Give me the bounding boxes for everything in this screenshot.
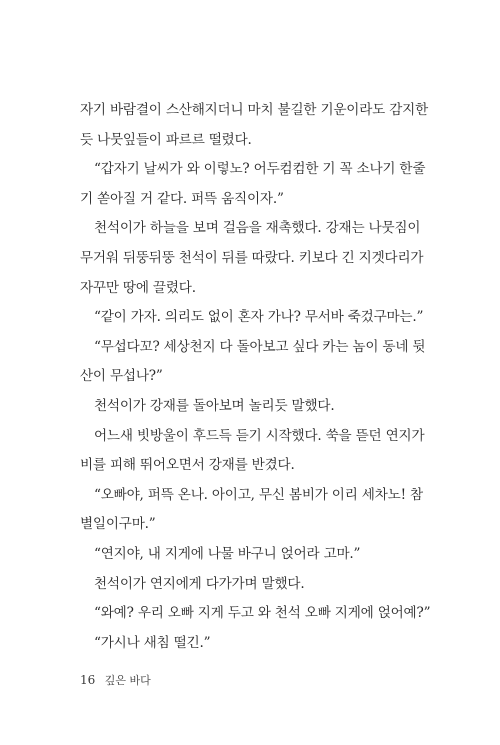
text-line: 산이 무섭나?” xyxy=(80,368,163,385)
body-text xyxy=(80,96,445,658)
text-line: 어느새 빗방울이 후드득 듣기 시작했다. 쑥을 뜯던 연지가 xyxy=(94,427,425,444)
text-line: 천석이가 강재를 돌아보며 놀리듯 말했다. xyxy=(94,397,335,414)
text-line: 천석이가 연지에게 다가가며 말했다. xyxy=(94,575,305,592)
text-line: 무거워 뒤뚱뒤뚱 천석이 뒤를 따랐다. 키보다 긴 지겟다리가 xyxy=(80,249,424,266)
page-footer xyxy=(80,672,151,688)
text-line: “오빠야, 퍼뜩 온나. 아이고, 무신 봄비가 이리 세차노! 참 xyxy=(94,486,423,503)
text-line: “와예? 우리 오빠 지게 두고 와 천석 오빠 지게에 얹어예?” xyxy=(94,605,431,622)
text-line: “같이 가자. 의리도 없이 혼자 가나? 무서바 죽겄구마는.” xyxy=(94,309,424,326)
text-line: 비를 피해 뛰어오면서 강재를 반겼다. xyxy=(80,457,295,474)
text-line: “가시나 새침 떨긴.” xyxy=(94,634,211,651)
text-line: 자기 바람결이 스산해지더니 마치 불길한 기운이라도 감지한 xyxy=(80,102,429,118)
text-line: 듯 나뭇잎들이 파르르 떨렸다. xyxy=(80,131,252,148)
text-line: “갑자기 날씨가 와 이렇노? 어두컴컴한 기 꼭 소나기 한줄 xyxy=(94,161,426,178)
text-line: 기 쏟아질 거 같다. 퍼뜩 움직이자.” xyxy=(80,190,284,207)
text-line: 천석이가 하늘을 보며 걸음을 재촉했다. 강재는 나뭇짐이 xyxy=(94,220,421,237)
text-line: 자꾸만 땅에 끌렸다. xyxy=(80,279,196,296)
book-title: 깊은 바다 xyxy=(104,674,151,687)
text-line: 별일이구마.” xyxy=(80,516,156,533)
page-number: 16 xyxy=(80,673,96,687)
text-line: “무섭다꼬? 세상천지 다 돌아보고 싶다 카는 놈이 동네 뒷 xyxy=(94,338,426,355)
text-line: “연지야, 내 지게에 나물 바구니 얹어라 고마.” xyxy=(94,545,361,562)
